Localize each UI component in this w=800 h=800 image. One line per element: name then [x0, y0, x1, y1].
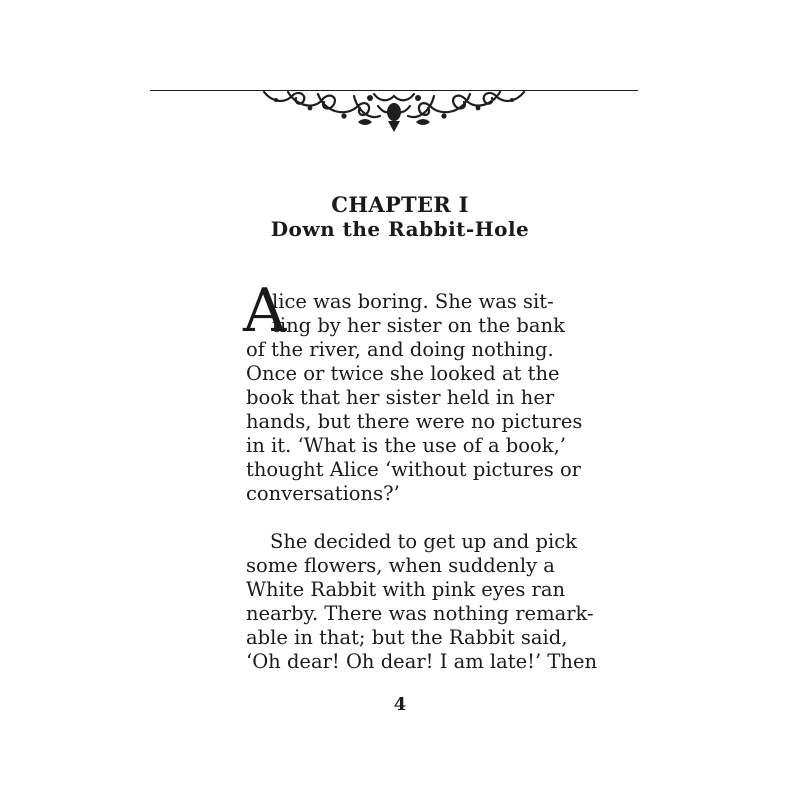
paragraph-line: in it. ‘What is the use of a book,’: [246, 434, 566, 457]
paragraph-line: hands, but there were no pictures: [246, 410, 583, 433]
paragraph-line: ‘Oh dear! Oh dear! I am late!’ Then: [246, 650, 598, 673]
paragraph-line: of the river, and doing nothing.: [246, 338, 554, 361]
drop-cap: A: [243, 276, 287, 346]
paragraph-line: nearby. There was nothing remark-: [246, 602, 594, 625]
paragraph-line: She decided to get up and pick: [270, 530, 577, 553]
paragraph-line: lice was boring. She was sit-: [272, 290, 554, 313]
floral-scroll-ornament-icon: [258, 88, 530, 134]
paragraph-line: book that her sister held in her: [246, 386, 555, 409]
paragraph-line: able in that; but the Rabbit said,: [246, 626, 568, 649]
page-number: 4: [393, 694, 407, 715]
chapter-title: Down the Rabbit-Hole: [270, 217, 530, 241]
paragraph-line: thought Alice ‘without pictures or: [246, 458, 582, 481]
chapter-number: CHAPTER I: [331, 192, 469, 217]
paragraph-line: conversations?’: [246, 482, 400, 505]
paragraph-line: White Rabbit with pink eyes ran: [246, 578, 566, 601]
paragraph-line: some flowers, when suddenly a: [246, 554, 555, 577]
paragraph-line: ting by her sister on the bank: [272, 314, 565, 337]
paragraph-line: Once or twice she looked at the: [246, 362, 560, 385]
